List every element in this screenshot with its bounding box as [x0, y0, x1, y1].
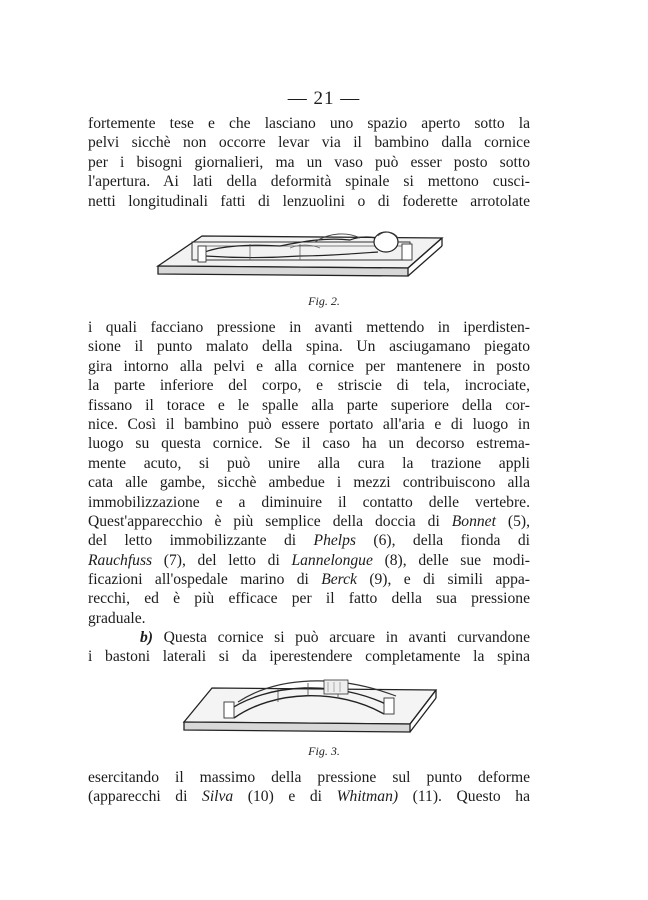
text-line: ficazioni all'ospedale marino di Berck (9), e di simili appa- [88, 571, 530, 589]
author-name: Bonnet [451, 512, 496, 530]
text-line: del letto immobilizzante di Phelps (6), della fionda di [88, 532, 530, 550]
text-line: fissano il torace e le spalle alla parte superiore della cor- [88, 396, 530, 414]
text-line: gira intorno alla pelvi e alla cornice per mantenere in posto [88, 357, 530, 375]
text-line: immobilizzazione e a diminuire il contatto delle vertebre. [88, 493, 530, 511]
text-line: netti longitudinali fatti di lenzuolini o di foderette arrotolate [88, 192, 530, 210]
text-line: luogo su questa cornice. Se il caso ha un decorso estrema- [88, 435, 530, 453]
figure-2-caption: Fig. 2. [308, 294, 340, 308]
text-line: la parte inferiore del corpo, e striscie di tela, incrociate, [88, 377, 530, 395]
text-line: cata alle gambe, sicchè ambedue i mezzi contribuiscono alla [88, 474, 530, 492]
author-name: Whitman) [336, 788, 399, 806]
text-line: fortemente tese e che lasciano uno spazio aperto sotto la [88, 115, 530, 132]
paragraph-1 [88, 114, 530, 211]
paragraph-3 [88, 628, 530, 667]
text-line: per i bisogni giornalieri, ma un vaso può esser posto sotto [88, 153, 530, 171]
author-name: Lannelongue [291, 551, 373, 569]
figure-3-illustration [178, 672, 440, 736]
paragraph-4 [88, 768, 530, 807]
text-line: i quali facciano pressione in avanti mettendo in iperdisten- [88, 319, 530, 336]
text-line: graduale. [88, 609, 146, 627]
text-line: nice. Così il bambino può essere portato all'aria e di luogo in [88, 415, 530, 433]
author-name: Silva [202, 788, 234, 806]
text-line: mente acuto, si può unire alla cura la trazione appli [88, 454, 530, 472]
page-number: — 21 — [287, 88, 361, 109]
text-line: sione il punto malato della spina. Un asciugamano piegato [88, 338, 530, 356]
text-line: Quest'apparecchio è più semplice della doccia di Bonnet (5), [88, 512, 530, 530]
figure-3-caption: Fig. 3. [308, 744, 340, 758]
text-line: Rauchfuss (7), del letto di Lannelongue (8), delle sue modi- [88, 551, 530, 569]
text-line: i bastoni laterali si da iperestendere completamente la spina [88, 648, 530, 666]
text-line: esercitando il massimo della pressione sul punto deforme [88, 769, 530, 786]
text-line: pelvi sicchè non occorre levar via il bambino dalla cornice [88, 134, 530, 152]
author-name: Phelps [313, 532, 356, 550]
author-name: Berck [321, 571, 357, 589]
section-label: b) [140, 629, 153, 646]
paragraph-2 [88, 318, 530, 628]
text-line: (apparecchi di Silva (10) e di Whitman) (11). Questo ha [88, 788, 530, 806]
text-line: recchi, ed è più efficace per il fatto della sua pressione [88, 590, 530, 608]
text-line: b) Questa cornice si può arcuare in avanti curvandone [140, 629, 530, 646]
text-line: l'apertura. Ai lati della deformità spinale si mettono cusci- [88, 173, 530, 191]
figure-2-illustration [150, 222, 450, 284]
author-name: Rauchfuss [88, 551, 153, 569]
